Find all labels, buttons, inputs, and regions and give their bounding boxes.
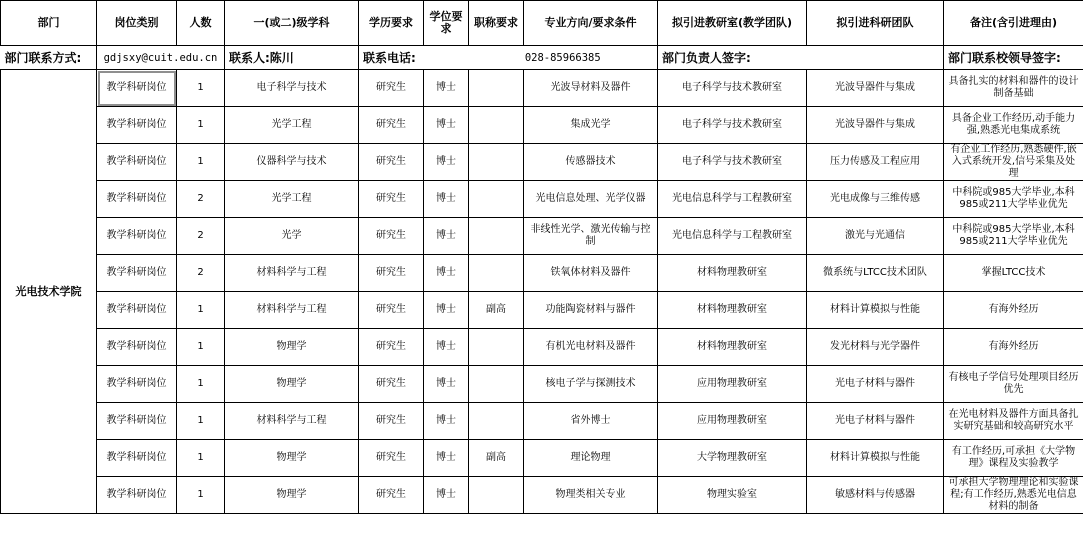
table-row (1, 255, 1083, 292)
cell-team[interactable]: 微系统与LTCC技术团队 (807, 255, 944, 292)
cell-direction[interactable]: 省外博士 (524, 403, 658, 440)
header-cell[interactable]: 学位要求 (424, 1, 469, 46)
cell-note[interactable]: 有工作经历,可承担《大学物理》课程及实验教学 (944, 440, 1083, 477)
email-cell[interactable]: gdjsxy@cuit.edu.cn (97, 46, 225, 70)
cell-edu[interactable]: 研究生 (359, 329, 424, 366)
cell-office[interactable]: 电子科学与技术教研室 (658, 70, 807, 107)
cell-subject[interactable]: 光学 (225, 218, 359, 255)
cell-note[interactable]: 在光电材料及器件方面具备扎实研究基础和较高研究水平 (944, 403, 1083, 440)
cell-direction[interactable]: 集成光学 (524, 107, 658, 144)
cell-degree[interactable]: 博士 (424, 70, 469, 107)
cell-team[interactable]: 敏感材料与传感器 (807, 477, 944, 514)
cell-direction[interactable]: 非线性光学、激光传输与控制 (524, 218, 658, 255)
cell-subject[interactable]: 仪器科学与技术 (225, 144, 359, 181)
cell-count[interactable]: 1 (177, 440, 225, 477)
cell-count[interactable]: 1 (177, 329, 225, 366)
cell-edu[interactable]: 研究生 (359, 477, 424, 514)
cell-degree[interactable]: 博士 (424, 440, 469, 477)
cell-note[interactable]: 有海外经历 (944, 329, 1083, 366)
cell-team[interactable]: 光波导器件与集成 (807, 107, 944, 144)
cell-note[interactable]: 掌握LTCC技术 (944, 255, 1083, 292)
cell-office[interactable]: 材料物理教研室 (658, 329, 807, 366)
cell-title[interactable]: 副高 (469, 292, 524, 329)
header-cell[interactable]: 职称要求 (469, 1, 524, 46)
cell-title[interactable] (469, 218, 524, 255)
header-cell[interactable]: 岗位类别 (97, 1, 177, 46)
cell-edu[interactable]: 研究生 (359, 440, 424, 477)
cell-edu[interactable]: 研究生 (359, 292, 424, 329)
cell-category[interactable]: 教学科研岗位 (97, 440, 177, 477)
cell-title[interactable] (469, 107, 524, 144)
table-row (1, 144, 1083, 181)
cell-title[interactable] (469, 366, 524, 403)
cell-direction[interactable]: 有机光电材料及器件 (524, 329, 658, 366)
cell-subject[interactable]: 物理学 (225, 440, 359, 477)
cell-subject[interactable]: 光学工程 (225, 181, 359, 218)
header-cell[interactable]: 人数 (177, 1, 225, 46)
cell-team[interactable]: 压力传感及工程应用 (807, 144, 944, 181)
cell-degree[interactable]: 博士 (424, 477, 469, 514)
cell-office[interactable]: 物理实验室 (658, 477, 807, 514)
cell-title[interactable] (469, 403, 524, 440)
cell-edu[interactable]: 研究生 (359, 255, 424, 292)
cell-office[interactable]: 电子科学与技术教研室 (658, 107, 807, 144)
cell-category[interactable]: 教学科研岗位 (97, 403, 177, 440)
cell-degree[interactable]: 博士 (424, 366, 469, 403)
cell-note[interactable]: 具备企业工作经历,动手能力强,熟悉光电集成系统 (944, 107, 1083, 144)
cell-category[interactable]: 教学科研岗位 (97, 366, 177, 403)
table-row (1, 403, 1083, 440)
cell-subject[interactable]: 物理学 (225, 366, 359, 403)
cell-title[interactable] (469, 477, 524, 514)
table-row (1, 477, 1083, 514)
cell-note[interactable]: 可承担大学物理理论和实验课程;有工作经历,熟悉光电信息材料的制备 (944, 477, 1083, 514)
cell-degree[interactable]: 博士 (424, 292, 469, 329)
cell-count[interactable]: 1 (177, 144, 225, 181)
cell-office[interactable]: 光电信息科学与工程教研室 (658, 218, 807, 255)
cell-degree[interactable]: 博士 (424, 329, 469, 366)
cell-office[interactable]: 应用物理教研室 (658, 403, 807, 440)
cell-note[interactable]: 有海外经历 (944, 292, 1083, 329)
cell-category[interactable]: 教学科研岗位 (97, 292, 177, 329)
table-row (1, 292, 1083, 329)
header-cell[interactable]: 备注(含引进理由) (944, 1, 1083, 46)
cell-note[interactable]: 有企业工作经历,熟悉硬件,嵌入式系统开发,信号采集及处理 (944, 144, 1083, 181)
cell-category[interactable]: 教学科研岗位 (97, 181, 177, 218)
phone-cell[interactable]: 028-85966385 (469, 46, 658, 70)
cell-edu[interactable]: 研究生 (359, 403, 424, 440)
school-leader-sign[interactable]: 部门联系校领导签字: (944, 46, 1083, 70)
cell-edu[interactable]: 研究生 (359, 70, 424, 107)
cell-count[interactable]: 1 (177, 403, 225, 440)
cell-direction[interactable]: 光波导材料及器件 (524, 70, 658, 107)
cell-team[interactable]: 光电子材料与器件 (807, 403, 944, 440)
cell-edu[interactable]: 研究生 (359, 366, 424, 403)
cell-count[interactable]: 1 (177, 366, 225, 403)
cell-office[interactable]: 光电信息科学与工程教研室 (658, 181, 807, 218)
cell-team[interactable]: 发光材料与光学器件 (807, 329, 944, 366)
cell-degree[interactable]: 博士 (424, 403, 469, 440)
cell-note[interactable]: 中科院或985大学毕业,本科985或211大学毕业优先 (944, 218, 1083, 255)
table-row (1, 107, 1083, 144)
cell-category[interactable]: 教学科研岗位 (97, 477, 177, 514)
cell-count[interactable]: 2 (177, 181, 225, 218)
cell-direction[interactable]: 传感器技术 (524, 144, 658, 181)
cell-team[interactable]: 光波导器件与集成 (807, 70, 944, 107)
cell-title[interactable] (469, 329, 524, 366)
header-cell[interactable]: 专业方向/要求条件 (524, 1, 658, 46)
cell-direction[interactable]: 功能陶瓷材料与器件 (524, 292, 658, 329)
header-cell[interactable]: 部门 (1, 1, 97, 46)
cell-subject[interactable]: 物理学 (225, 329, 359, 366)
contact-method-label: 部门联系方式: (1, 46, 97, 70)
cell-category[interactable]: 教学科研岗位 (97, 329, 177, 366)
cell-office[interactable]: 大学物理教研室 (658, 440, 807, 477)
cell-degree[interactable]: 博士 (424, 107, 469, 144)
header-cell[interactable]: 拟引进教研室(教学团队) (658, 1, 807, 46)
cell-category[interactable]: 教学科研岗位 (97, 255, 177, 292)
cell-count[interactable]: 1 (177, 107, 225, 144)
table-row (1, 329, 1083, 366)
cell-direction[interactable]: 理论物理 (524, 440, 658, 477)
cell-team[interactable]: 光电成像与三维传感 (807, 181, 944, 218)
cell-team[interactable]: 材料计算模拟与性能 (807, 292, 944, 329)
cell-degree[interactable]: 博士 (424, 181, 469, 218)
cell-office[interactable]: 电子科学与技术教研室 (658, 144, 807, 181)
cell-team[interactable]: 激光与光通信 (807, 218, 944, 255)
cell-edu[interactable]: 研究生 (359, 181, 424, 218)
cell-degree[interactable]: 博士 (424, 255, 469, 292)
cell-subject[interactable]: 材料科学与工程 (225, 403, 359, 440)
cell-team[interactable]: 材料计算模拟与性能 (807, 440, 944, 477)
cell-note[interactable]: 具备扎实的材料和器件的设计制备基础 (944, 70, 1083, 107)
table-header (1, 1, 1083, 46)
cell-title[interactable]: 副高 (469, 440, 524, 477)
cell-direction[interactable]: 物理类相关专业 (524, 477, 658, 514)
cell-title[interactable] (469, 70, 524, 107)
department-cell[interactable]: 光电技术学院 (1, 70, 97, 514)
header-cell[interactable]: 拟引进科研团队 (807, 1, 944, 46)
cell-title[interactable] (469, 181, 524, 218)
contact-info-row (1, 46, 1083, 70)
cell-office[interactable]: 材料物理教研室 (658, 292, 807, 329)
cell-count[interactable]: 2 (177, 218, 225, 255)
cell-subject[interactable]: 材料科学与工程 (225, 292, 359, 329)
cell-note[interactable]: 中科院或985大学毕业,本科985或211大学毕业优先 (944, 181, 1083, 218)
cell-note[interactable]: 有核电子学信号处理项目经历优先 (944, 366, 1083, 403)
table-body (1, 70, 1083, 514)
header-cell[interactable]: 学历要求 (359, 1, 424, 46)
cell-title[interactable] (469, 144, 524, 181)
dept-head-sign[interactable]: 部门负责人签字: (658, 46, 944, 70)
cell-degree[interactable]: 博士 (424, 144, 469, 181)
cell-office[interactable]: 材料物理教研室 (658, 255, 807, 292)
header-cell[interactable]: 一(或二)级学科 (225, 1, 359, 46)
cell-edu[interactable]: 研究生 (359, 218, 424, 255)
cell-category[interactable]: 教学科研岗位 (97, 218, 177, 255)
cell-edu[interactable]: 研究生 (359, 107, 424, 144)
cell-direction[interactable]: 光电信息处理、光学仪器 (524, 181, 658, 218)
contact-person[interactable]: 联系人:陈川 (225, 46, 359, 70)
table-row (1, 218, 1083, 255)
table-row (1, 366, 1083, 403)
cell-category[interactable]: 教学科研岗位 (97, 144, 177, 181)
cell-subject[interactable]: 电子科学与技术 (225, 70, 359, 107)
cell-subject[interactable]: 材料科学与工程 (225, 255, 359, 292)
cell-direction[interactable]: 铁氧体材料及器件 (524, 255, 658, 292)
cell-office[interactable]: 应用物理教研室 (658, 366, 807, 403)
cell-category[interactable]: 教学科研岗位 (97, 70, 177, 107)
cell-edu[interactable]: 研究生 (359, 144, 424, 181)
cell-title[interactable] (469, 255, 524, 292)
cell-direction[interactable]: 核电子学与探测技术 (524, 366, 658, 403)
table-row (1, 70, 1083, 107)
table-row (1, 440, 1083, 477)
cell-count[interactable]: 1 (177, 70, 225, 107)
table-row (1, 181, 1083, 218)
cell-subject[interactable]: 物理学 (225, 477, 359, 514)
cell-team[interactable]: 光电子材料与器件 (807, 366, 944, 403)
cell-count[interactable]: 1 (177, 292, 225, 329)
cell-subject[interactable]: 光学工程 (225, 107, 359, 144)
cell-category[interactable]: 教学科研岗位 (97, 107, 177, 144)
phone-label: 联系电话: (359, 46, 469, 70)
cell-count[interactable]: 2 (177, 255, 225, 292)
cell-degree[interactable]: 博士 (424, 218, 469, 255)
cell-count[interactable]: 1 (177, 477, 225, 514)
